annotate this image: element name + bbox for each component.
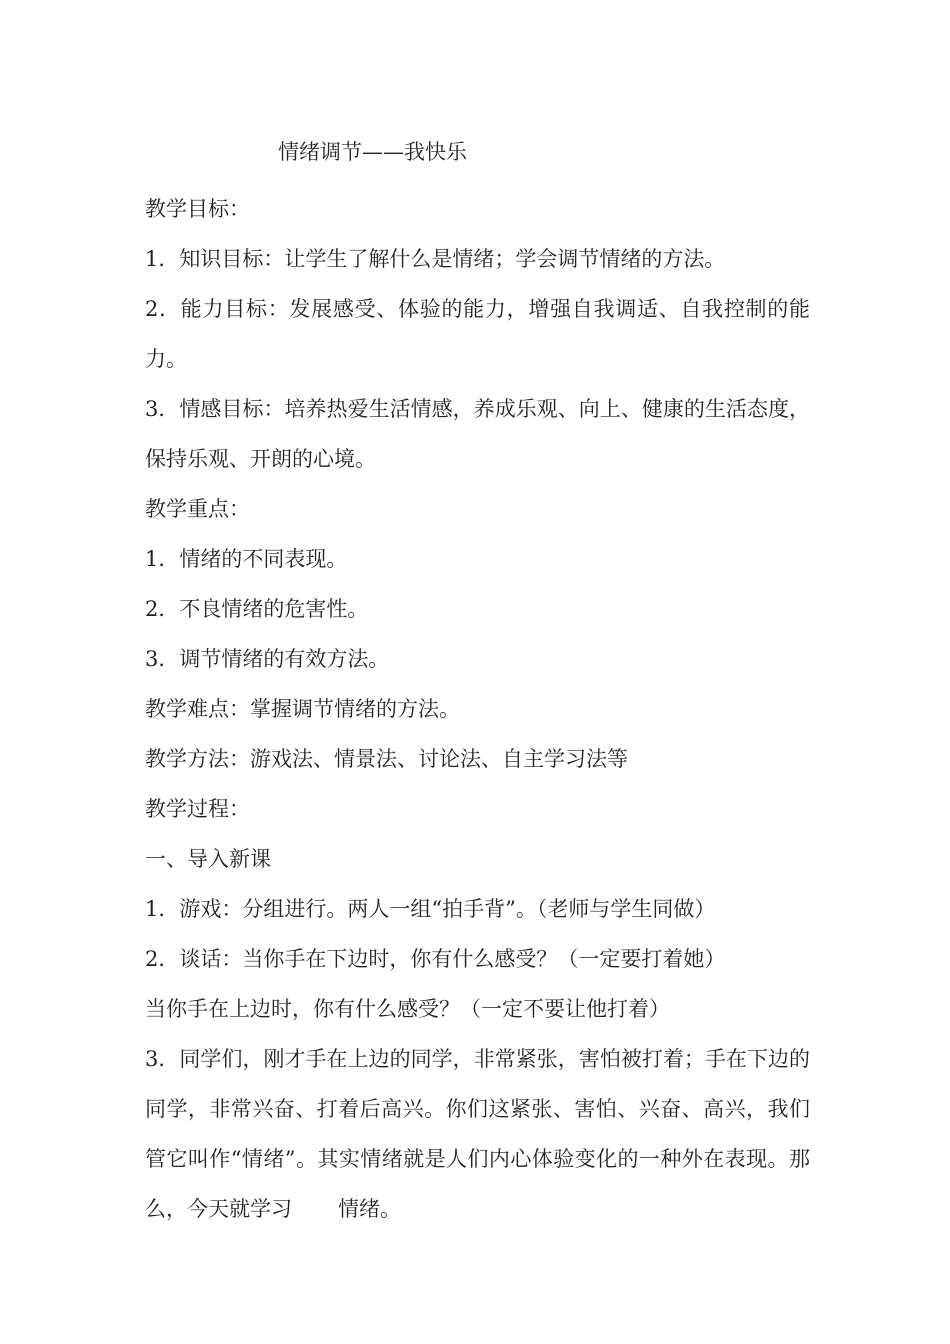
objective-ability: 2．能力目标：发展感受、体验的能力，增强自我调适、自我控制的能力。 bbox=[145, 297, 810, 371]
process-item-talk: 2．谈话：当你手在下边时，你有什么感受？（一定要打着她） bbox=[145, 947, 726, 971]
key-point-1: 1．情绪的不同表现。 bbox=[145, 547, 348, 571]
process-step-intro: 一、导入新课 bbox=[145, 847, 271, 871]
summary-text: 3．同学们，刚才手在上边的同学，非常紧张，害怕被打着；手在下边的同学，非常兴奋、打着后高兴。你们这紧张、害怕、兴奋、高兴，我们管它叫作“情绪”。其实情绪就是人们内心体验变化的一种外在表现。那么，今天就学习 bbox=[145, 1047, 810, 1221]
summary-tail: 情绪。 bbox=[338, 1197, 401, 1221]
process-item-summary bbox=[145, 1034, 810, 1234]
process-item-talk-followup: 当你手在上边时，你有什么感受？（一定不要让他打着） bbox=[145, 997, 670, 1021]
objective-knowledge: 1．知识目标：让学生了解什么是情绪；学会调节情绪的方法。 bbox=[145, 247, 726, 271]
objective-emotion: 3．情感目标：培养热爱生活情感，养成乐观、向上、健康的生活态度，保持乐观、开朗的心境。 bbox=[145, 397, 810, 471]
key-point-3: 3．调节情绪的有效方法。 bbox=[145, 647, 390, 671]
teaching-methods: 教学方法：游戏法、情景法、讨论法、自主学习法等 bbox=[145, 747, 628, 771]
section-heading-key-points: 教学重点： bbox=[145, 497, 250, 521]
process-item-game: 1．游戏：分组进行。两人一组“拍手背”。（老师与学生同做） bbox=[145, 897, 716, 921]
document-body bbox=[145, 184, 810, 1234]
key-point-2: 2．不良情绪的危害性。 bbox=[145, 597, 369, 621]
section-heading-objectives: 教学目标： bbox=[145, 197, 250, 221]
document-title: 情绪调节——我快乐 bbox=[278, 140, 467, 164]
section-heading-process: 教学过程： bbox=[145, 797, 250, 821]
difficult-point: 教学难点：掌握调节情绪的方法。 bbox=[145, 697, 460, 721]
